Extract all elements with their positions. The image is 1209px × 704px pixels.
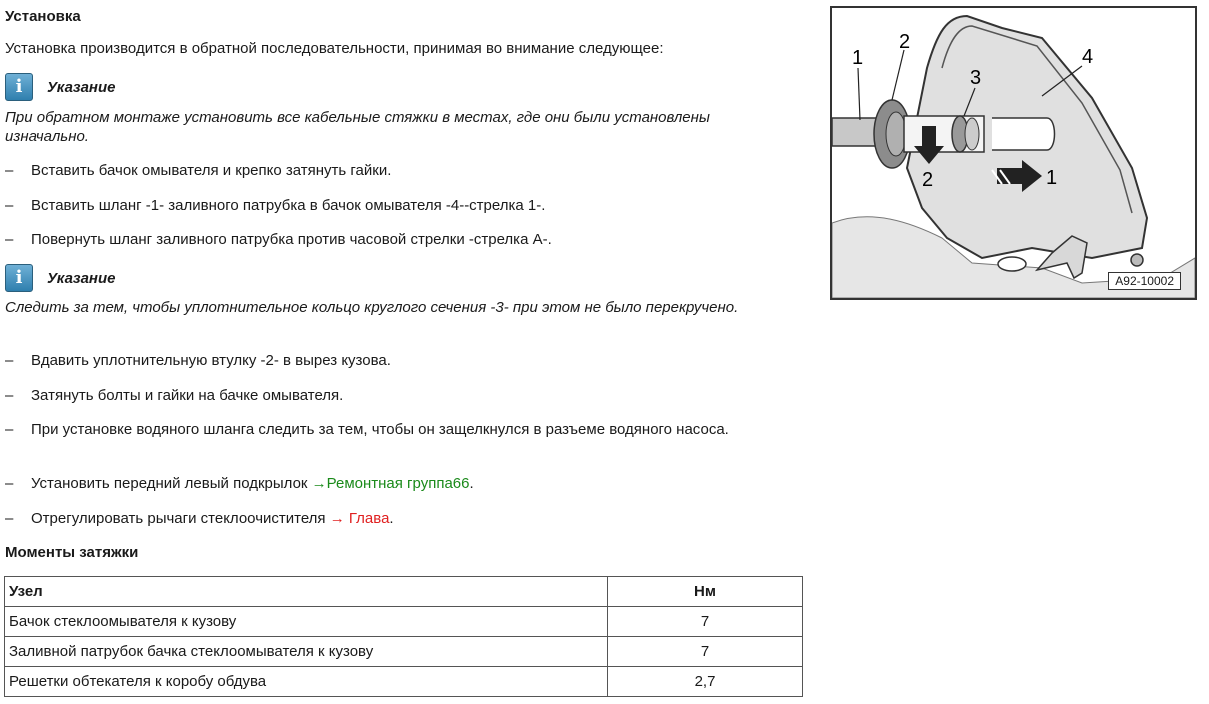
chapter-link[interactable]: → Глава bbox=[329, 510, 390, 527]
note-header-2 bbox=[5, 264, 115, 292]
step-text: Вставить бачок омывателя и крепко затянуть гайки. bbox=[31, 162, 392, 179]
note-title: Указание bbox=[47, 269, 116, 287]
step-item bbox=[5, 351, 795, 370]
step-text: Вдавить уплотнительную втулку -2- в вырез кузова. bbox=[31, 352, 391, 369]
step-item bbox=[5, 230, 795, 249]
step-text-end: . bbox=[469, 475, 474, 492]
step-text: Повернуть шланг заливного патрубка против часовой стрелки -стрелка А-. bbox=[31, 231, 552, 248]
step-item bbox=[5, 386, 795, 405]
arrow-label: 2 bbox=[922, 169, 934, 191]
table-cell: 7 bbox=[608, 637, 803, 667]
repair-group-link[interactable]: →Ремонтная группа66 bbox=[311, 475, 470, 492]
table-cell: Заливной патрубок бачка стеклоомывателя к кузову bbox=[5, 637, 608, 667]
table-cell: Бачок стеклоомывателя к кузову bbox=[5, 607, 608, 637]
step-text: Вставить шланг -1- заливного патрубка в бачок омывателя -4--стрелка 1-. bbox=[31, 197, 546, 214]
step-text-part: Установить передний левый подкрылок bbox=[31, 475, 312, 492]
nut bbox=[1131, 254, 1143, 266]
info-icon: i bbox=[5, 264, 33, 292]
table-cell: 7 bbox=[608, 607, 803, 637]
step-text bbox=[31, 474, 795, 493]
o-ring-seat bbox=[965, 118, 979, 150]
step-item bbox=[5, 474, 795, 493]
tank-socket bbox=[992, 118, 1055, 150]
table-row bbox=[5, 607, 803, 637]
note-title: Указание bbox=[47, 78, 116, 96]
bracket-hole bbox=[998, 257, 1026, 271]
info-icon: i bbox=[5, 73, 33, 101]
table-row bbox=[5, 667, 803, 697]
torque-title: Моменты затяжки bbox=[5, 544, 139, 561]
bullet-dash: – bbox=[5, 197, 14, 214]
intro-text: Установка производится в обратной последовательности, принимая во внимание следующее: bbox=[5, 40, 664, 57]
section-title: Установка bbox=[5, 8, 81, 25]
bullet-dash: – bbox=[5, 475, 14, 492]
bullet-dash: – bbox=[5, 421, 14, 438]
callout-label: 1 bbox=[852, 47, 864, 69]
step-text: При установке водяного шланга следить за тем, чтобы он защелкнулся в разъеме водяного насоса. bbox=[31, 421, 729, 438]
step-item bbox=[5, 420, 795, 439]
figure-code: A92-10002 bbox=[1108, 272, 1181, 290]
bullet-dash: – bbox=[5, 162, 14, 179]
torque-table bbox=[4, 576, 803, 697]
washer-tank-diagram bbox=[832, 8, 1195, 298]
column-header-unit: Узел bbox=[5, 577, 608, 607]
callout-label: 3 bbox=[970, 67, 982, 89]
step-item bbox=[5, 161, 795, 180]
bullet-dash: – bbox=[5, 387, 14, 404]
note-header-1 bbox=[5, 73, 115, 101]
note-text-1: При обратном монтаже установить все кабельные стяжки в местах, где они были установлены изначально. bbox=[5, 109, 710, 145]
bullet-dash: – bbox=[5, 510, 14, 527]
column-header-nm: Нм bbox=[608, 577, 803, 607]
bullet-dash: – bbox=[5, 231, 14, 248]
bullet-dash: – bbox=[5, 352, 14, 369]
table-row bbox=[5, 637, 803, 667]
step-item bbox=[5, 509, 795, 528]
step-text: Затянуть болты и гайки на бачке омывателя. bbox=[31, 387, 344, 404]
table-cell: 2,7 bbox=[608, 667, 803, 697]
step-text bbox=[31, 509, 795, 528]
step-text-end: . bbox=[389, 510, 394, 527]
arrow-label: 1 bbox=[1046, 167, 1058, 189]
illustration-figure bbox=[830, 6, 1197, 300]
table-header-row bbox=[5, 577, 803, 607]
grommet-inner bbox=[886, 112, 906, 156]
table-cell: Решетки обтекателя к коробу обдува bbox=[5, 667, 608, 697]
step-item bbox=[5, 196, 795, 215]
callout-label: 2 bbox=[899, 31, 911, 53]
step-text-part: Отрегулировать рычаги стеклоочистителя bbox=[31, 510, 330, 527]
callout-label: 4 bbox=[1082, 46, 1094, 68]
note-text-2: Следить за тем, чтобы уплотнительное кольцо круглого сечения -3- при этом не было перекручено. bbox=[5, 299, 739, 316]
